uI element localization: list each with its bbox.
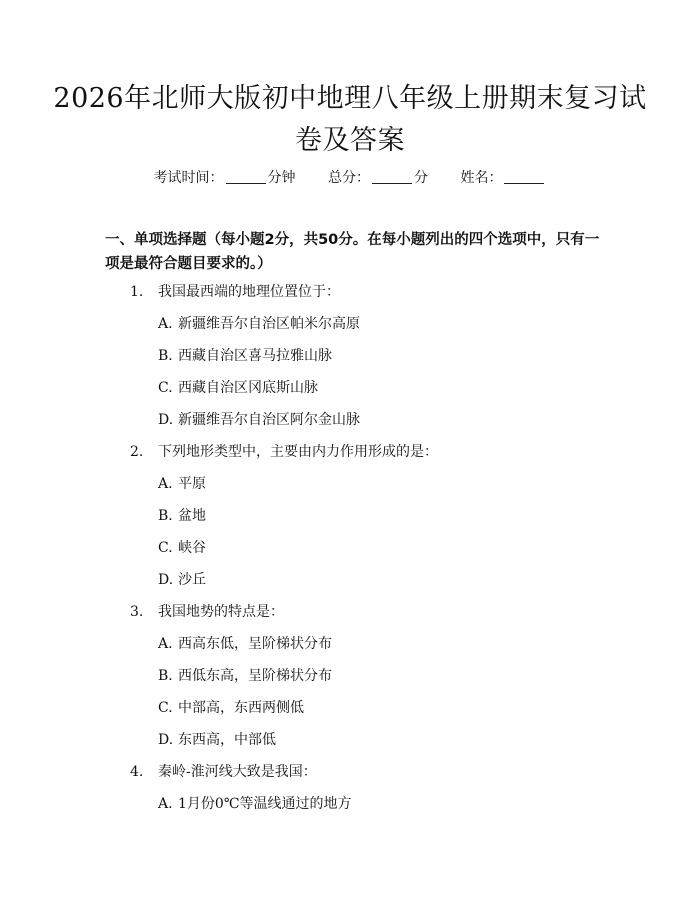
option-letter: D. [158, 732, 174, 748]
option-3a [158, 634, 332, 654]
option-letter: D. [158, 412, 174, 428]
option-2a [158, 474, 206, 494]
option-text: 平原 [178, 476, 206, 492]
total-score-blank [372, 169, 412, 184]
option-text: 新疆维吾尔自治区帕米尔高原 [178, 316, 360, 332]
option-text: 中部高，东西两侧低 [178, 700, 304, 716]
option-text: 1月份0℃等温线通过的地方 [178, 796, 352, 812]
option-letter: A. [158, 796, 173, 812]
option-letter: A. [158, 476, 173, 492]
option-text: 西高东低，呈阶梯状分布 [178, 636, 332, 652]
option-text: 西低东高，呈阶梯状分布 [178, 668, 332, 684]
question-number: 4. [130, 764, 144, 780]
option-letter: A. [158, 316, 173, 332]
question-number: 3. [130, 604, 144, 620]
option-letter: C. [158, 380, 173, 396]
option-2d [158, 570, 206, 590]
option-text: 西藏自治区冈底斯山脉 [178, 380, 318, 396]
option-2c [158, 538, 206, 558]
option-text: 新疆维吾尔自治区阿尔金山脉 [178, 412, 360, 428]
option-2b [158, 506, 206, 526]
total-score [328, 170, 432, 186]
option-text: 西藏自治区喜马拉雅山脉 [178, 348, 332, 364]
question-4 [130, 762, 317, 782]
option-1b [158, 346, 332, 366]
option-3d [158, 730, 276, 750]
student-name-label: 姓名： [460, 170, 503, 186]
student-name [460, 170, 546, 186]
section-heading: 一、单项选择题（每小题2分，共50分。在每小题列出的四个选项中，只有一项是最符合题目要求的。） [105, 232, 600, 272]
option-4a [158, 794, 351, 814]
question-number: 2. [130, 444, 144, 460]
question-2 [130, 442, 438, 462]
question-3 [130, 602, 284, 622]
option-letter: C. [158, 700, 173, 716]
option-1d [158, 410, 360, 430]
option-1c [158, 378, 318, 398]
option-letter: B. [158, 508, 173, 524]
question-text: 下列地形类型中，主要由内力作用形成的是： [158, 444, 438, 460]
exam-time-label: 考试时间： [153, 170, 224, 186]
option-letter: D. [158, 572, 174, 588]
option-letter: C. [158, 540, 173, 556]
question-number: 1. [130, 284, 144, 300]
option-text: 盆地 [178, 508, 206, 524]
page-title: 2026年北师大版初中地理八年级上册期末复习试卷及答案 [53, 83, 647, 156]
question-text: 我国地势的特点是： [158, 604, 284, 620]
option-letter: B. [158, 348, 173, 364]
total-score-label: 总分： [328, 170, 370, 186]
option-1a [158, 314, 360, 334]
option-text: 沙丘 [178, 572, 206, 588]
exam-info [0, 168, 700, 188]
option-3c [158, 698, 304, 718]
option-text: 东西高，中部低 [178, 732, 276, 748]
exam-time [154, 170, 300, 186]
question-text: 我国最西端的地理位置位于： [158, 284, 340, 300]
total-score-unit: 分 [414, 170, 428, 186]
option-3b [158, 666, 332, 686]
option-letter: B. [158, 668, 173, 684]
student-name-blank [504, 169, 544, 184]
option-text: 峡谷 [178, 540, 206, 556]
option-letter: A. [158, 636, 173, 652]
exam-time-blank [226, 169, 266, 184]
question-1 [130, 282, 340, 302]
exam-time-unit: 分钟 [267, 170, 296, 186]
question-text: 秦岭-淮河线大致是我国： [158, 764, 317, 780]
